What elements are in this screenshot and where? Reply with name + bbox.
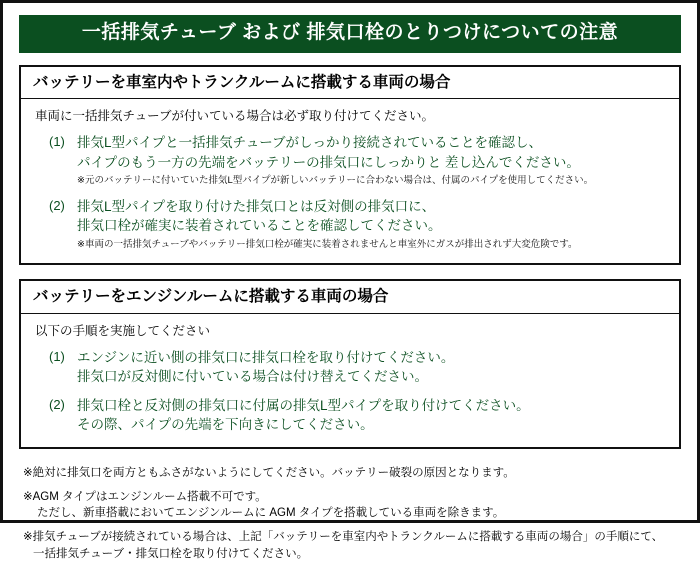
note-3 bbox=[23, 529, 679, 562]
document-inner bbox=[3, 3, 697, 560]
section-header: バッテリーをエンジンルームに搭載する車両の場合 bbox=[21, 281, 679, 314]
item-line-1: 排気L型パイプと一括排気チューブがしっかり接続されていることを確認し、 bbox=[77, 135, 543, 151]
item-number: (1) bbox=[49, 134, 65, 150]
list-item bbox=[35, 197, 667, 251]
note-1 bbox=[23, 465, 679, 482]
note-2-sub: ただし、新車搭載においてエンジンルームに AGM タイプを搭載している車両を除きます。 bbox=[37, 507, 505, 520]
item-line-2: その際、パイプの先端を下向きにしてください。 bbox=[77, 417, 374, 433]
list-item bbox=[35, 396, 667, 435]
note-2-main: ※AGM タイプはエンジンルーム搭載不可です。 bbox=[23, 490, 267, 503]
note-3-main: ※排気チューブが接続されている場合は、上記「バッテリーを車室内やトランクルームに搭載する車両の場合」の手順にて、 bbox=[23, 530, 664, 543]
note-2 bbox=[23, 489, 679, 522]
item-line-1: 排気L型パイプを取り付けた排気口とは反対側の排気口に、 bbox=[77, 198, 436, 214]
item-note: ※元のバッテリーに付いていた排気L型パイプが新しいバッテリーに合わない場合は、付属のパイプを使用してください。 bbox=[77, 175, 594, 187]
item-body bbox=[77, 348, 667, 387]
item-note: ※車両の一括排気チューブやバッテリー排気口栓が確実に装着されませんと車室外にガスが排出されず大変危険です。 bbox=[77, 238, 578, 250]
item-line-1: 排気口栓と反対側の排気口に付属の排気L型パイプを取り付けてください。 bbox=[77, 397, 530, 413]
item-line-2: パイプのもう一方の先端をバッテリーの排気口にしっかりと 差し込んでください。 bbox=[77, 154, 580, 170]
footer-notes bbox=[17, 463, 683, 562]
page-title: 一括排気チューブ および 排気口栓のとりつけについての注意 bbox=[19, 15, 681, 53]
list-item bbox=[35, 133, 667, 187]
section-cabin-trunk bbox=[19, 65, 681, 265]
section-body bbox=[21, 99, 679, 251]
section-engine-room bbox=[19, 279, 681, 449]
section-body bbox=[21, 314, 679, 435]
item-body bbox=[77, 133, 667, 187]
note-1-main: ※絶対に排気口を両方ともふさがないようにしてください。バッテリー破裂の原因となります。 bbox=[23, 466, 515, 479]
item-body bbox=[77, 197, 667, 251]
list-item bbox=[35, 348, 667, 387]
section-lead: 車両に一括排気チューブが付いている場合は必ず取り付けてください。 bbox=[35, 109, 435, 124]
item-line-1: エンジンに近い側の排気口に排気口栓を取り付けてください。 bbox=[77, 349, 455, 365]
item-number: (2) bbox=[49, 197, 65, 213]
item-number: (1) bbox=[49, 348, 65, 364]
item-line-2: 排気口が反対側に付いている場合は付け替えてください。 bbox=[77, 369, 428, 385]
section-lead: 以下の手順を実施してください bbox=[35, 323, 211, 338]
section-header: バッテリーを車室内やトランクルームに搭載する車両の場合 bbox=[21, 67, 679, 100]
note-3-sub: 一括排気チューブ・排気口栓を取り付けてください。 bbox=[33, 547, 309, 560]
item-line-2: 排気口栓が確実に装着されていることを確認してください。 bbox=[77, 218, 442, 234]
item-body bbox=[77, 396, 667, 435]
item-number: (2) bbox=[49, 396, 65, 412]
